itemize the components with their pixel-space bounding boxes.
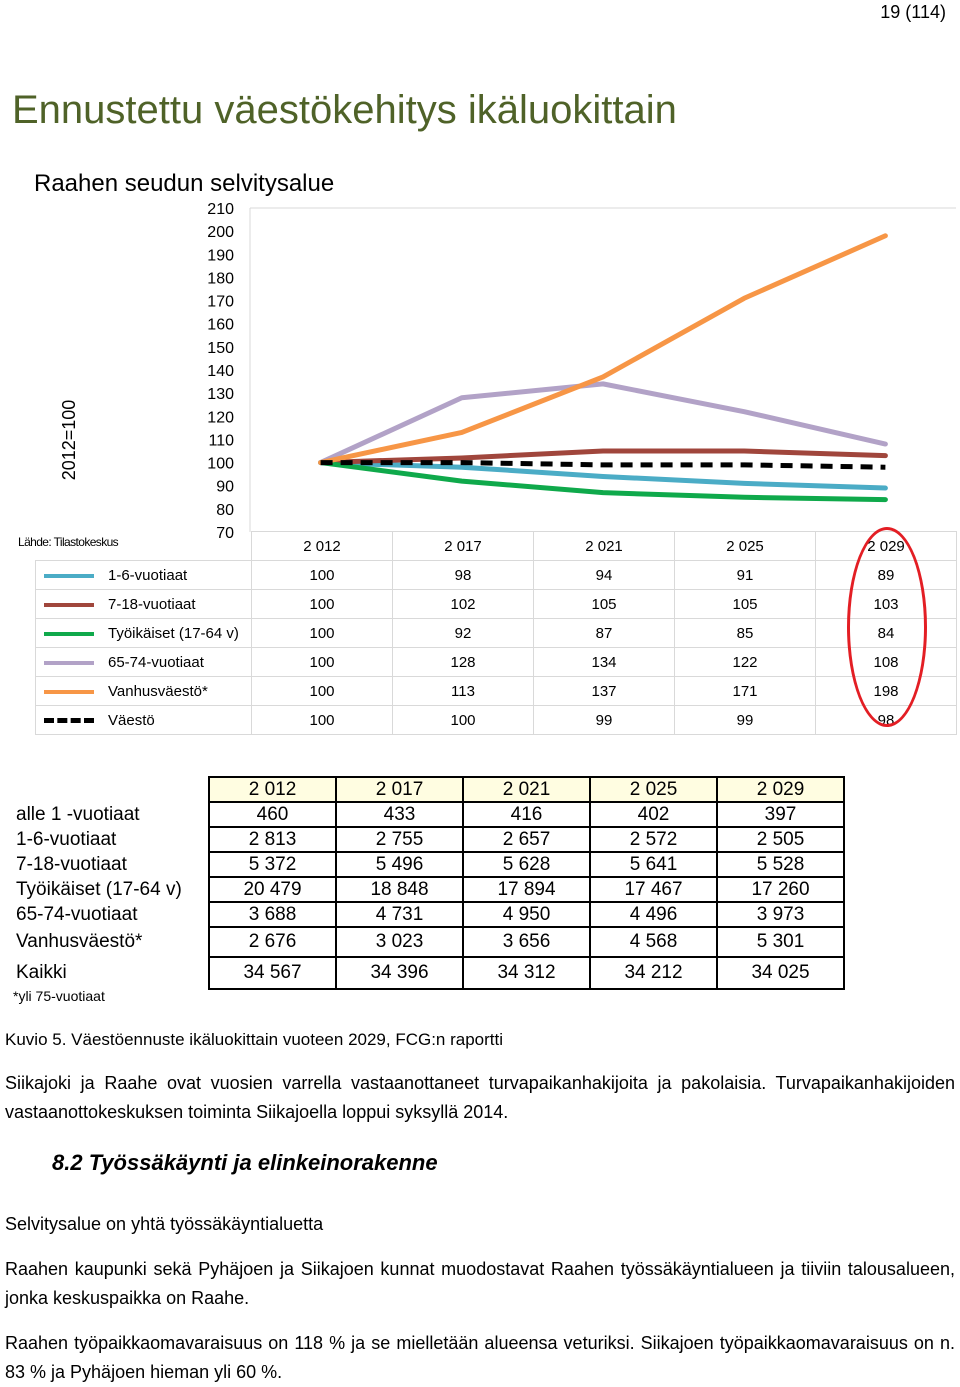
table-cell: 17 467	[590, 877, 717, 902]
data-label: 100	[252, 706, 393, 735]
table-cell: 5 301	[717, 927, 844, 957]
table-cell: 17 260	[717, 877, 844, 902]
table-cell: 5 641	[590, 852, 717, 877]
legend-swatch	[44, 574, 94, 578]
series-row	[36, 619, 957, 648]
x-tick-label: 2 017	[393, 532, 534, 561]
table-cell: 3 973	[717, 902, 844, 927]
y-tick-label: 80	[216, 501, 234, 519]
highlight-oval-2029	[847, 527, 927, 727]
figure-caption: Kuvio 5. Väestöennuste ikäluokittain vuoteen 2029, FCG:n raportti	[5, 1030, 504, 1049]
data-label: 100	[252, 590, 393, 619]
table-cell: 4 731	[336, 902, 463, 927]
y-tick-label: 190	[207, 247, 234, 265]
table-cell: 5 372	[209, 852, 336, 877]
table-cell: 4 950	[463, 902, 590, 927]
data-label: 85	[675, 619, 816, 648]
table-cell: 17 894	[463, 877, 590, 902]
table-header-cell: 2 017	[336, 777, 463, 802]
paragraph-raahe-area: Raahen kaupunki sekä Pyhäjoen ja Siikajoen kunnat muodostavat Raahen työssäkäyntialueen ja tiiviin talousalueen, jonka keskuspaikka on Raahe.	[5, 1259, 955, 1308]
table-cell: 3 023	[336, 927, 463, 957]
table-row	[14, 927, 844, 957]
table-cell: 2 676	[209, 927, 336, 957]
y-tick-label: 100	[207, 455, 234, 473]
table-header-cell: 2 012	[209, 777, 336, 802]
data-label: 98	[393, 561, 534, 590]
table-row	[14, 877, 844, 902]
data-label: 105	[675, 590, 816, 619]
legend-swatch	[44, 690, 94, 694]
y-tick-label: 140	[207, 363, 234, 380]
row-label: Työikäiset (17-64 v)	[16, 878, 182, 900]
y-tick-label: 70	[216, 525, 234, 542]
table-cell: 433	[336, 802, 463, 827]
table-cell: 34 025	[717, 957, 844, 989]
row-label: 1-6-vuotiaat	[16, 828, 117, 850]
section-heading: 8.2 Työssäkäynti ja elinkeinorakenne	[52, 1150, 438, 1175]
data-label: 113	[393, 677, 534, 706]
legend-label: 7-18-vuotiaat	[108, 595, 196, 613]
table-footnote: *yli 75-vuotiaat	[13, 988, 105, 1004]
x-tick-label: 2 012	[252, 532, 393, 561]
table-cell: 34 312	[463, 957, 590, 989]
data-label: 198	[816, 677, 957, 706]
table-row	[14, 957, 844, 989]
table-cell: 34 567	[209, 957, 336, 989]
series-row	[36, 648, 957, 677]
data-label: 108	[816, 648, 957, 677]
table-cell: 2 657	[463, 827, 590, 852]
data-label: 105	[534, 590, 675, 619]
y-tick-label: 110	[208, 432, 234, 450]
series-row	[36, 677, 957, 706]
legend-label: 1-6-vuotiaat	[108, 566, 188, 584]
table-cell: 3 688	[209, 902, 336, 927]
page-number: 19 (114)	[880, 2, 946, 22]
data-label: 92	[393, 619, 534, 648]
legend-label: Väestö	[108, 711, 155, 729]
table-cell: 20 479	[209, 877, 336, 902]
chart-data-table	[35, 531, 957, 735]
page-title: Ennustettu väestökehitys ikäluokittain	[12, 88, 677, 132]
row-label: Kaikki	[16, 962, 67, 983]
table-header-cell: 2 025	[590, 777, 717, 802]
table-cell: 402	[590, 802, 717, 827]
data-label: 100	[393, 706, 534, 735]
legend-label: Vanhusväestö*	[108, 682, 208, 700]
data-label: 89	[816, 561, 957, 590]
y-tick-label: 180	[207, 270, 234, 288]
legend-swatch	[44, 603, 94, 607]
table-cell: 18 848	[336, 877, 463, 902]
table-cell: 4 496	[590, 902, 717, 927]
table-row	[14, 852, 844, 877]
table-header-cell: 2 029	[717, 777, 844, 802]
chart-source-note: Lähde: Tilastokeskus	[18, 535, 119, 549]
data-label: 122	[675, 648, 816, 677]
y-axis-ticks	[207, 201, 234, 542]
data-label: 100	[252, 677, 393, 706]
data-label: 134	[534, 648, 675, 677]
table-cell: 2 505	[717, 827, 844, 852]
legend-swatch	[44, 661, 94, 665]
chart-gridlines	[250, 208, 956, 532]
x-tick-label: 2 021	[534, 532, 675, 561]
table-cell: 460	[209, 802, 336, 827]
table-cell: 2 813	[209, 827, 336, 852]
table-cell: 34 396	[336, 957, 463, 989]
data-label: 100	[252, 561, 393, 590]
data-label: 99	[534, 706, 675, 735]
data-label: 100	[252, 648, 393, 677]
table-header-cell: 2 021	[463, 777, 590, 802]
table-cell: 34 212	[590, 957, 717, 989]
data-label: 103	[816, 590, 957, 619]
table-cell: 416	[463, 802, 590, 827]
data-label: 98	[816, 706, 957, 735]
y-tick-label: 130	[207, 386, 234, 404]
table-cell: 3 656	[463, 927, 590, 957]
series-line-4	[321, 236, 886, 463]
table-cell: 4 568	[590, 927, 717, 957]
y-tick-label: 160	[207, 316, 234, 334]
table-cell: 5 528	[717, 852, 844, 877]
table-corner	[14, 777, 209, 802]
y-tick-label: 120	[207, 409, 234, 427]
table-corner	[36, 532, 252, 561]
table-cell: 397	[717, 802, 844, 827]
data-label: 87	[534, 619, 675, 648]
y-tick-label: 170	[207, 293, 234, 311]
chart-series	[321, 236, 886, 500]
table-row	[14, 802, 844, 827]
series-row	[36, 706, 957, 735]
row-label: 7-18-vuotiaat	[16, 853, 127, 875]
data-label: 100	[252, 619, 393, 648]
paragraph-job-self-sufficiency: Raahen työpaikkaomavaraisuus on 118 % ja se mielletään alueensa veturiksi. Siikajoen työpaikkaomavaraisuus on n. 83 % ja Pyhäjoen hieman yli 60 %.	[5, 1333, 955, 1382]
table-cell: 5 628	[463, 852, 590, 877]
legend-swatch	[44, 632, 94, 636]
table-row	[14, 827, 844, 852]
row-label: alle 1 -vuotiaat	[16, 803, 140, 825]
y-tick-label: 90	[216, 478, 234, 496]
population-table	[14, 776, 845, 990]
chart-y-axis-label: 2012=100	[59, 399, 79, 481]
y-tick-label: 210	[207, 201, 234, 218]
data-label: 99	[675, 706, 816, 735]
legend-label: Työikäiset (17-64 v)	[108, 624, 239, 642]
data-label: 94	[534, 561, 675, 590]
data-label: 137	[534, 677, 675, 706]
row-label: Vanhusväestö*	[16, 931, 143, 952]
series-row	[36, 561, 957, 590]
legend-label: 65-74-vuotiaat	[108, 653, 204, 671]
data-label: 171	[675, 677, 816, 706]
paragraph-commuting-area: Selvitysalue on yhtä työssäkäyntialuetta	[5, 1214, 324, 1234]
row-label: 65-74-vuotiaat	[16, 903, 138, 925]
table-cell: 2 755	[336, 827, 463, 852]
data-label: 128	[393, 648, 534, 677]
data-label: 84	[816, 619, 957, 648]
chart-title: Raahen seudun selvitysalue	[34, 170, 335, 197]
x-tick-label: 2 025	[675, 532, 816, 561]
x-tick-label: 2 029	[816, 532, 957, 561]
series-row	[36, 590, 957, 619]
table-cell: 5 496	[336, 852, 463, 877]
data-label: 91	[675, 561, 816, 590]
y-tick-label: 200	[207, 224, 234, 242]
table-cell: 2 572	[590, 827, 717, 852]
paragraph-refugees: Siikajoki ja Raahe ovat vuosien varrella vastaanottaneet turvapaikanhakijoita ja pakolaisia. Turvapaikanhakijoiden vastaanottokeskuksen toiminta Siikajoella loppui syksyllä 2014.	[5, 1073, 955, 1122]
table-row	[14, 902, 844, 927]
data-label: 102	[393, 590, 534, 619]
y-tick-label: 150	[207, 339, 234, 357]
legend-swatch	[44, 718, 94, 723]
